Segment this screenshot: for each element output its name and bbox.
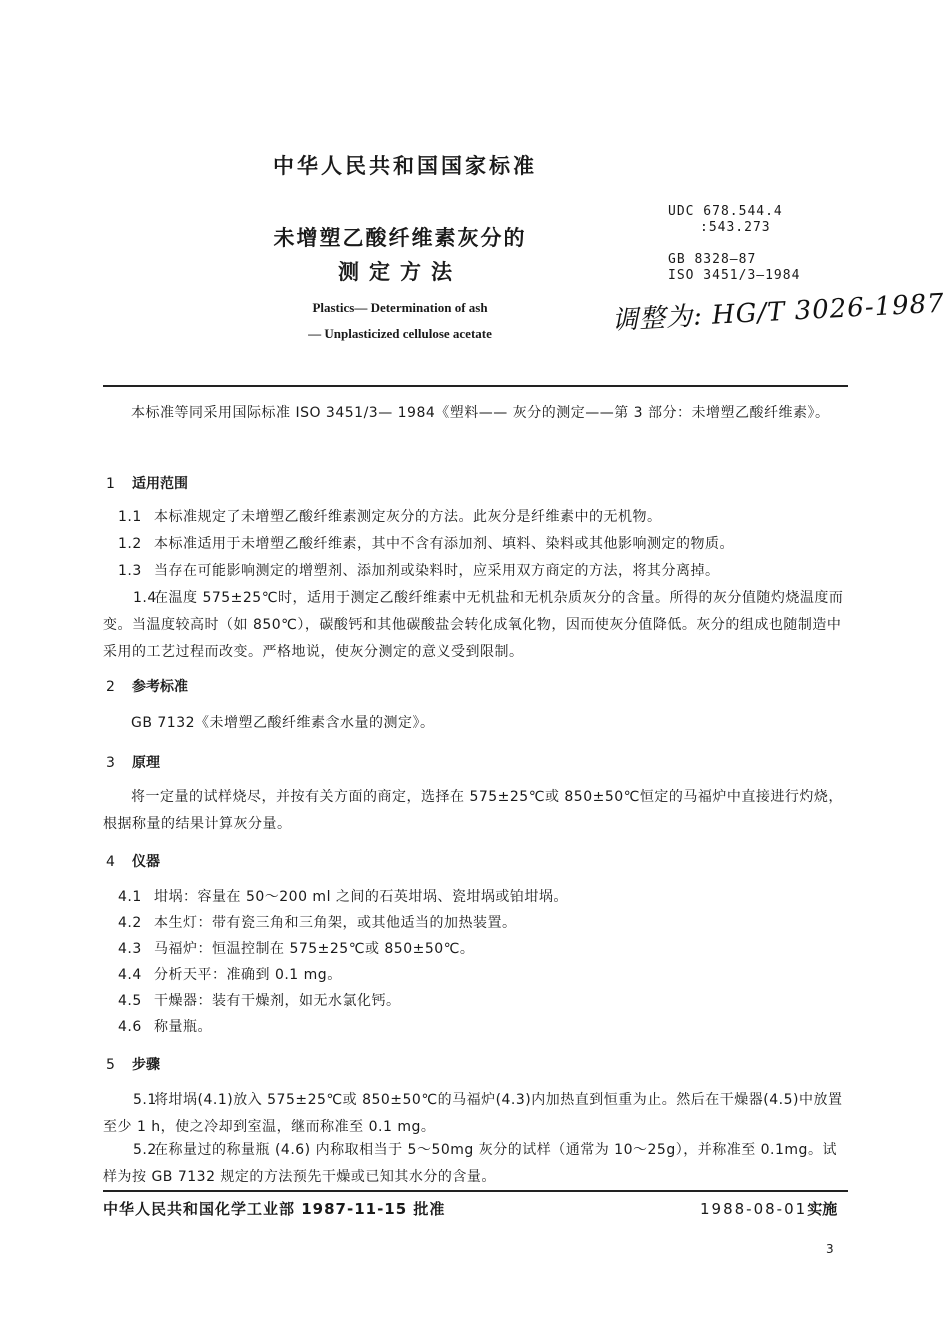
section-title: 适用范围 bbox=[132, 476, 188, 492]
section-heading-apparatus bbox=[106, 851, 160, 871]
item-number: 4.6 bbox=[118, 1019, 142, 1035]
section-title: 原理 bbox=[132, 755, 160, 771]
section-number: 4 bbox=[106, 854, 115, 870]
item-text: 分析天平：准确到 0.1 mg。 bbox=[154, 967, 342, 983]
standard-title: 中华人民共和国国家标准 bbox=[273, 154, 537, 178]
udc-code-line2: :543.273 bbox=[700, 220, 771, 235]
section-heading-principle bbox=[106, 752, 160, 772]
page-number: 3 bbox=[826, 1242, 834, 1256]
item-number: 1.2 bbox=[118, 536, 142, 552]
apparatus-item bbox=[118, 884, 848, 911]
item-number: 4.4 bbox=[118, 967, 142, 983]
item-number: 4.5 bbox=[118, 993, 142, 1009]
section-heading-procedure bbox=[106, 1054, 160, 1074]
item-text: 干燥器：装有干燥剂，如无水氯化钙。 bbox=[154, 993, 401, 1009]
item-text: 本标准适用于未增塑乙酸纤维素，其中不含有添加剂、填料、染料或其他影响测定的物质。 bbox=[154, 536, 734, 552]
principle-paragraph: 将一定量的试样烧尽，并按有关方面的商定，选择在 575±25℃或 850±50℃恒定的马福炉中直接进行灼烧，根据称量的结果计算灰分量。 bbox=[103, 789, 843, 832]
section-number: 1 bbox=[106, 476, 115, 492]
item-text: 马福炉：恒温控制在 575±25℃或 850±50℃。 bbox=[154, 941, 475, 957]
header-divider bbox=[103, 385, 848, 387]
udc-code-line1: UDC 678.544.4 bbox=[668, 204, 783, 219]
apparatus-item bbox=[118, 936, 848, 963]
gb-number: GB 8328—87 bbox=[668, 252, 757, 267]
implementation-date: 1988-08-01 bbox=[700, 1200, 808, 1218]
apparatus-item bbox=[118, 988, 848, 1015]
scope-item bbox=[103, 585, 848, 666]
item-number: 1.4 bbox=[133, 590, 157, 606]
scope-item bbox=[118, 531, 848, 558]
section-number: 2 bbox=[106, 679, 115, 695]
document-title-line2: 测定方法 bbox=[338, 260, 462, 284]
section-title: 仪器 bbox=[132, 854, 160, 870]
item-number: 5.1 bbox=[133, 1092, 157, 1108]
item-number: 4.1 bbox=[118, 889, 142, 905]
approval-line: 中华人民共和国化学工业部 1987-11-15 批准 bbox=[103, 1200, 446, 1218]
procedure-item bbox=[103, 1137, 848, 1191]
scope-item bbox=[118, 504, 848, 531]
section-heading-scope bbox=[106, 473, 188, 493]
document-title-line1: 未增塑乙酸纤维素灰分的 bbox=[273, 226, 527, 250]
item-text: 将坩埚(4.1)放入 575±25℃或 850±50℃的马福炉(4.3)内加热直到恒重为止。然后在干燥器(4.5)中放置至少 1 h，使之冷却到室温，继而称准至 0.1 mg。 bbox=[103, 1092, 843, 1135]
section-title: 参考标准 bbox=[132, 679, 188, 695]
footer-divider bbox=[103, 1190, 848, 1192]
item-text: 在称量过的称量瓶 (4.6) 内称取相当于 5～50mg 灰分的试样（通常为 10～25g），并称准至 0.1mg。试样为按 GB 7132 规定的方法预先干燥或已知其水分的含量。 bbox=[103, 1142, 837, 1185]
section-number: 5 bbox=[106, 1057, 115, 1073]
item-number: 4.3 bbox=[118, 941, 142, 957]
iso-number: ISO 3451/3—1984 bbox=[668, 268, 801, 283]
scope-item bbox=[118, 558, 848, 585]
apparatus-item bbox=[118, 1014, 848, 1041]
section-number: 3 bbox=[106, 755, 115, 771]
item-number: 4.2 bbox=[118, 915, 142, 931]
item-text: 本生灯：带有瓷三角和三角架，或其他适当的加热装置。 bbox=[154, 915, 517, 931]
implementation-line bbox=[700, 1198, 837, 1219]
apparatus-item bbox=[118, 962, 848, 989]
apparatus-item bbox=[118, 910, 848, 937]
implementation-label: 实施 bbox=[807, 1200, 838, 1218]
handwritten-note: 调整为: HG/T 3026-1987 bbox=[611, 288, 946, 336]
section-title: 步骤 bbox=[132, 1057, 160, 1073]
procedure-item bbox=[103, 1087, 848, 1141]
item-text: 本标准规定了未增塑乙酸纤维素测定灰分的方法。此灰分是纤维素中的无机物。 bbox=[154, 509, 662, 525]
section-heading-references bbox=[106, 676, 188, 696]
reference-item: GB 7132《未增塑乙酸纤维素含水量的测定》。 bbox=[131, 715, 435, 731]
item-text: 坩埚：容量在 50～200 ml 之间的石英坩埚、瓷坩埚或铂坩埚。 bbox=[154, 889, 568, 905]
item-number: 5.2 bbox=[133, 1142, 157, 1158]
item-text: 称量瓶。 bbox=[154, 1019, 212, 1035]
item-number: 1.3 bbox=[118, 563, 142, 579]
english-title-line2: — Unplasticized cellulose acetate bbox=[308, 326, 492, 341]
english-title-line1: Plastics— Determination of ash bbox=[312, 300, 488, 315]
item-number: 1.1 bbox=[118, 509, 142, 525]
item-text: 当存在可能影响测定的增塑剂、添加剂或染料时，应采用双方商定的方法，将其分离掉。 bbox=[154, 563, 720, 579]
intro-paragraph: 本标准等同采用国际标准 ISO 3451/3— 1984《塑料—— 灰分的测定——第 3 部分：未增塑乙酸纤维素》。 bbox=[131, 405, 830, 421]
item-text: 在温度 575±25℃时，适用于测定乙酸纤维素中无机盐和无机杂质灰分的含量。所得的灰分值随灼烧温度而变。当温度较高时（如 850℃），碳酸钙和其他碳酸盐会转化成氧化物，因而使灰分值降低。灰分的组成也随制造中采用的工艺过程而改变。严格地说，使灰分测定的意义受到限制。 bbox=[103, 590, 844, 660]
